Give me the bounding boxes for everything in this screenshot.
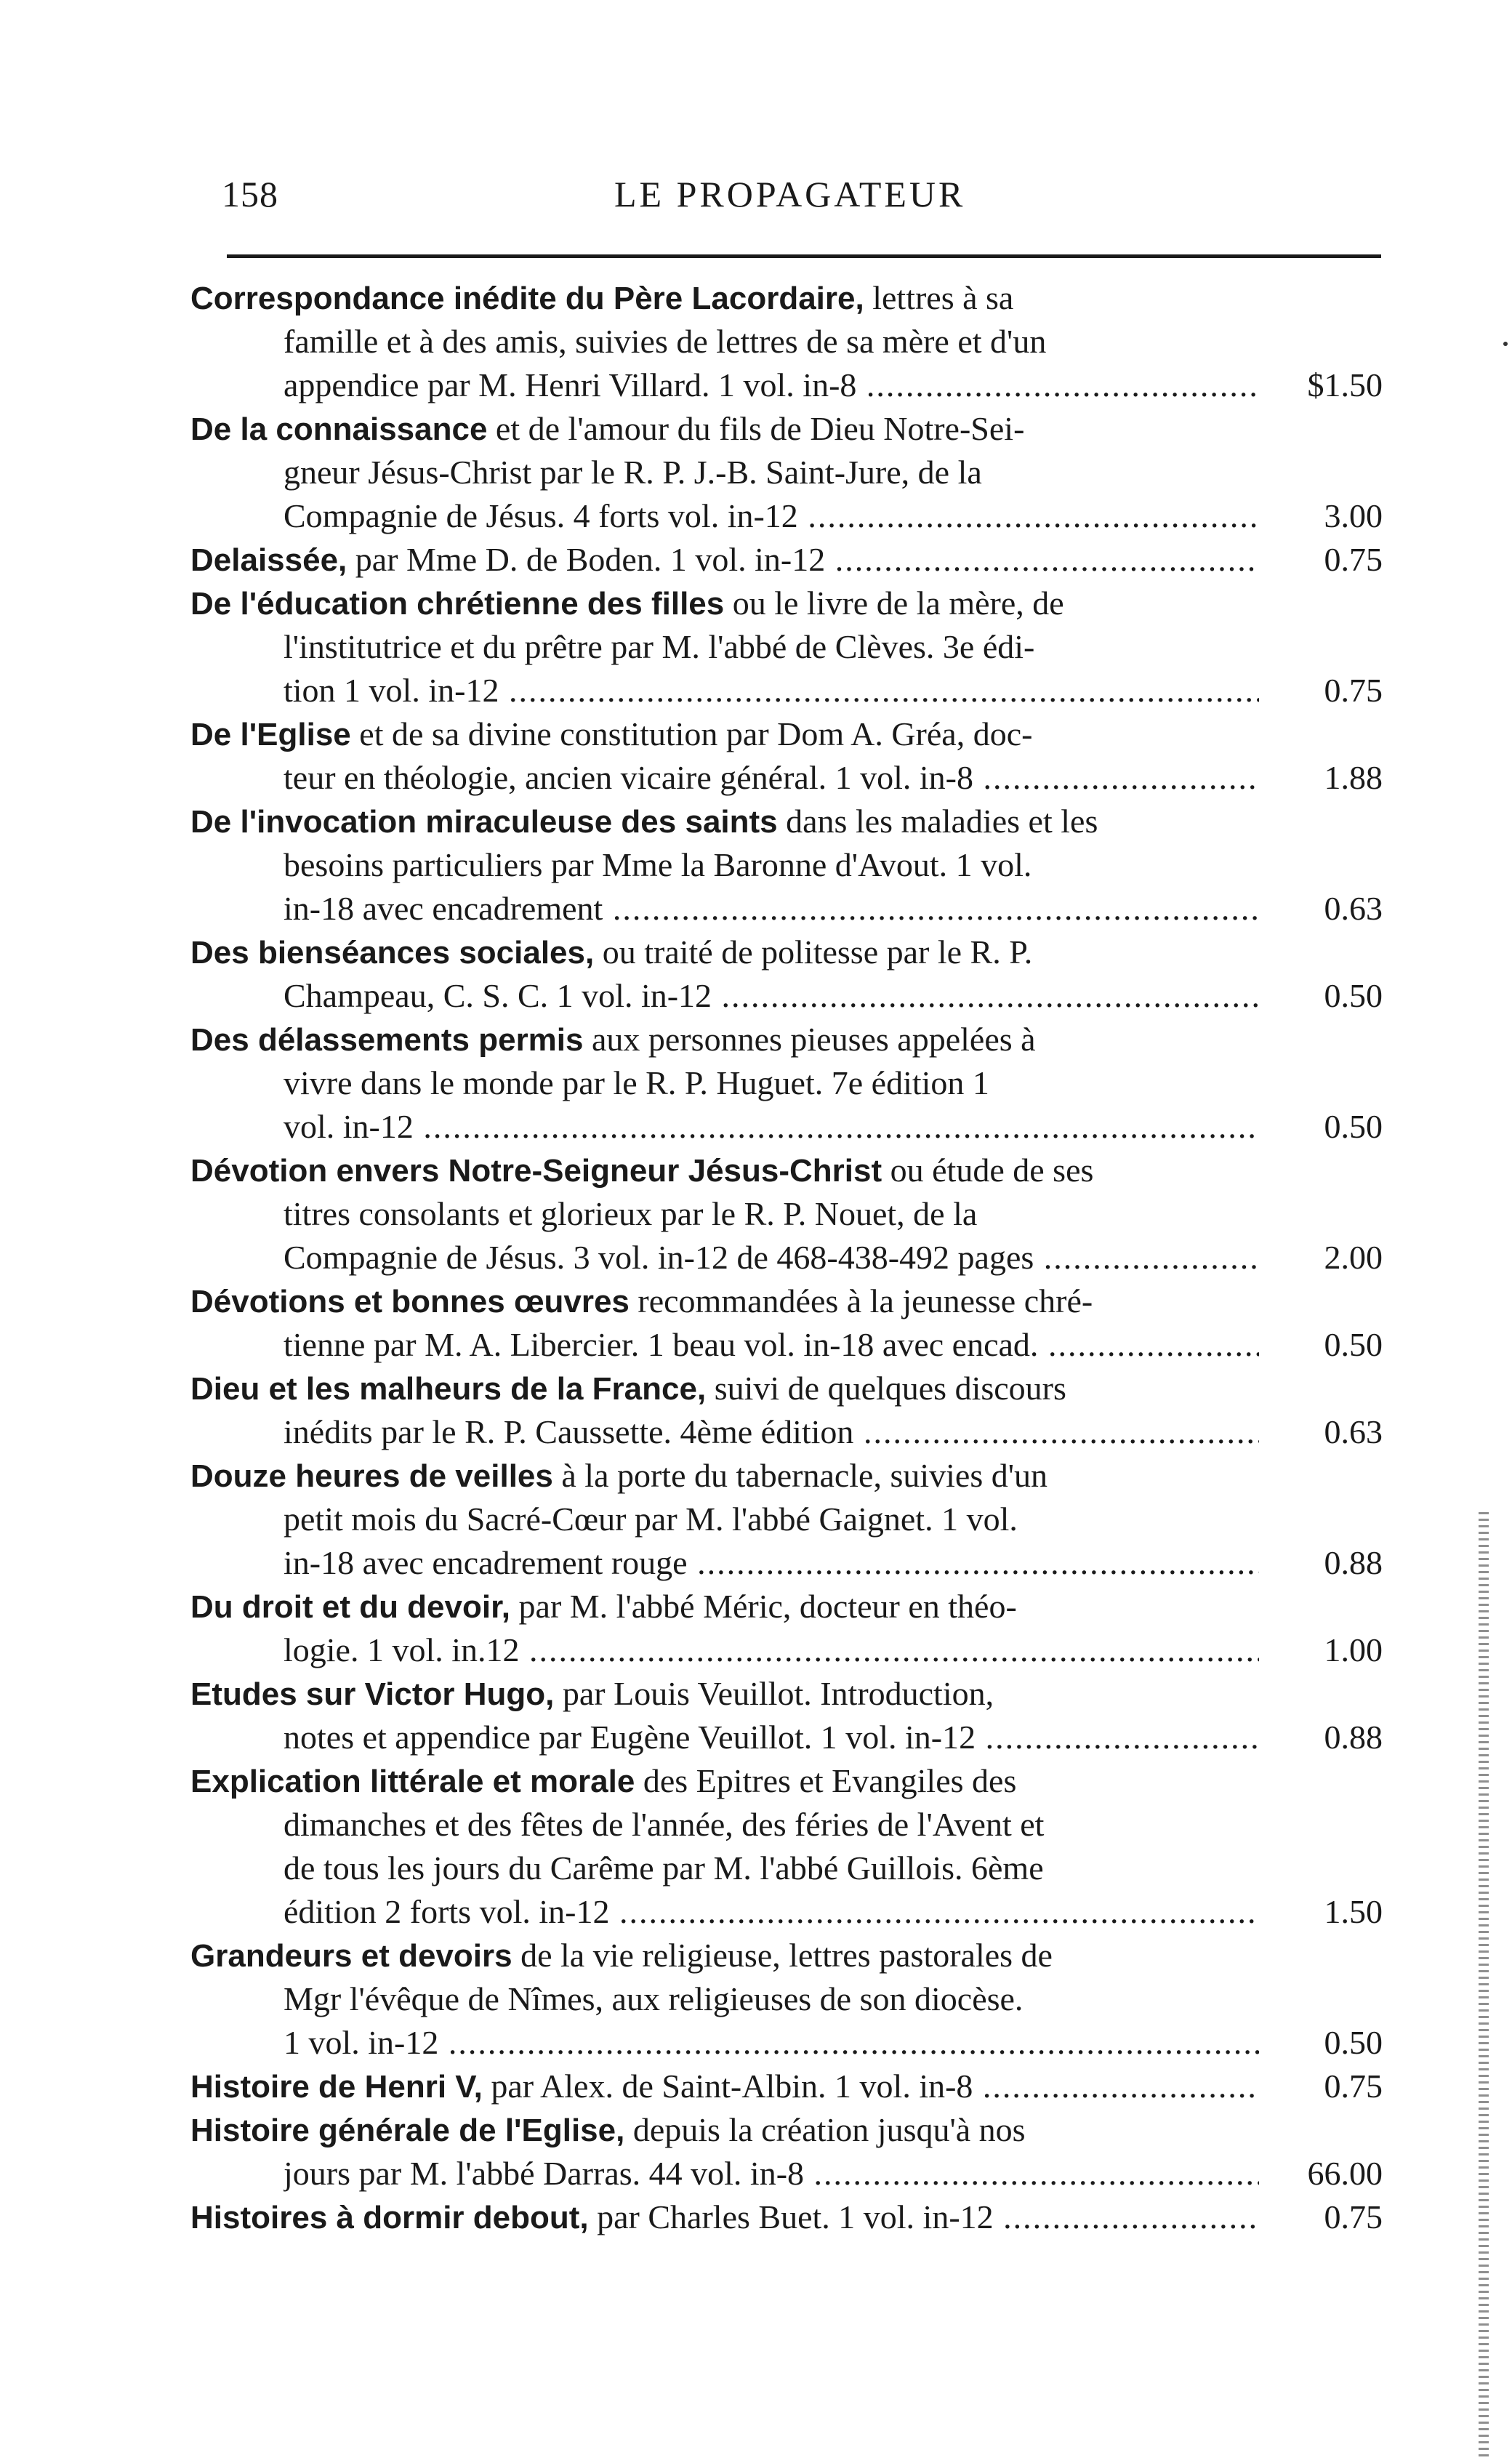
page-header <box>222 173 1385 224</box>
entry-line <box>190 1410 1383 1454</box>
entry-price: 0.50 <box>1324 2024 1383 2061</box>
entry-title: Delaissée, <box>190 542 347 578</box>
catalog-entry <box>190 1018 1383 1149</box>
entry-text: et de sa divine constitution par Dom A. Gréa, doc- <box>350 715 1033 752</box>
entry-leader <box>190 2195 1259 2240</box>
entry-title: Explication littérale et morale <box>190 1764 635 1799</box>
catalog-entries <box>190 276 1383 2239</box>
entry-leader <box>190 2065 1259 2109</box>
entry-line <box>190 1236 1383 1279</box>
entry-title: Histoires à dormir debout, <box>190 2200 589 2235</box>
entry-text: tienne par M. A. Libercier. 1 beau vol. in-18 avec encad. ..... <box>284 1326 1259 1363</box>
entry-line <box>190 407 1383 451</box>
entry-line <box>190 1759 1383 1803</box>
entry-text: recommandées à la jeunesse chré- <box>629 1282 1093 1319</box>
entry-line <box>190 1585 1383 1628</box>
entry-text: de la vie religieuse, lettres pastorales de <box>512 1937 1053 1974</box>
entry-title: Du droit et du devoir, <box>190 1589 511 1625</box>
entry-leader <box>284 1105 1259 1149</box>
entry-leader <box>284 756 1259 800</box>
entry-leader <box>284 2021 1259 2065</box>
entry-title: Dévotions et bonnes œuvres <box>190 1284 630 1319</box>
entry-line <box>190 1192 1383 1236</box>
entry-text: 1 vol. in-12 ..... <box>284 2024 1259 2061</box>
entry-text: aux personnes pieuses appelées à <box>583 1021 1036 1058</box>
entry-line <box>190 1803 1383 1847</box>
catalog-entry <box>190 800 1383 931</box>
entry-text: dimanches et des fêtes de l'année, des féries de l'Avent et <box>284 1806 1045 1843</box>
entry-text: lettres à sa <box>864 279 1014 316</box>
entry-title: De la connaissance <box>190 411 488 447</box>
catalog-entry <box>190 1759 1383 1934</box>
catalog-entry <box>190 2065 1383 2108</box>
entry-leader <box>284 1236 1259 1279</box>
entry-title: Douze heures de veilles <box>190 1458 553 1494</box>
entry-text: ou traité de politesse par le R. P. <box>594 933 1033 971</box>
entry-line <box>190 1279 1383 1323</box>
entry-line <box>190 1934 1383 1977</box>
catalog-entry <box>190 407 1383 538</box>
entry-text: Compagnie de Jésus. 3 vol. in-12 de 468-438-492 pages ..... <box>284 1239 1259 1276</box>
entry-price: 2.00 <box>1324 1239 1383 1276</box>
entry-price: 0.50 <box>1324 1326 1383 1363</box>
entry-line <box>190 931 1383 974</box>
entry-leader <box>284 669 1259 712</box>
entry-title: Dévotion envers Notre-Seigneur Jésus-Christ <box>190 1153 882 1189</box>
entry-line <box>190 800 1383 843</box>
entry-line <box>190 494 1383 538</box>
entry-line <box>190 1672 1383 1716</box>
page-edge-marks <box>1479 1512 1489 2457</box>
entry-text: l'institutrice et du prêtre par M. l'abbé de Clèves. 3e édi- <box>284 628 1035 665</box>
entry-text: notes et appendice par Eugène Veuillot. 1 vol. in-12 ..... <box>284 1719 1259 1756</box>
entry-price: 66.00 <box>1307 2155 1383 2192</box>
entry-price: 0.75 <box>1324 2068 1383 2105</box>
entry-text: des Epitres et Evangiles des <box>635 1762 1017 1799</box>
catalog-entry <box>190 1585 1383 1672</box>
entry-price: 0.75 <box>1324 672 1383 709</box>
entry-text: besoins particuliers par Mme la Baronne d'Avout. 1 vol. <box>284 846 1032 883</box>
entry-price: 0.63 <box>1324 1413 1383 1450</box>
entry-line <box>190 669 1383 712</box>
catalog-entry <box>190 1454 1383 1585</box>
entry-text: titres consolants et glorieux par le R. P. Nouet, de la <box>284 1195 978 1232</box>
entry-leader <box>284 1716 1259 1759</box>
catalog-entry <box>190 1934 1383 2065</box>
entry-text: tion 1 vol. in-12 ..... <box>284 672 1259 709</box>
entry-line <box>190 1890 1383 1934</box>
running-title: LE PROPAGATEUR <box>614 174 966 214</box>
entry-leader <box>284 2152 1259 2195</box>
catalog-entry <box>190 1279 1383 1367</box>
entry-text: par M. l'abbé Méric, docteur en théo- <box>510 1588 1017 1625</box>
entry-text: in-18 avec encadrement rouge ..... <box>284 1544 1259 1581</box>
entry-title: De l'Eglise <box>190 717 351 752</box>
entry-line <box>190 451 1383 494</box>
catalog-entry <box>190 582 1383 712</box>
catalog-entry <box>190 712 1383 800</box>
entry-text: gneur Jésus-Christ par le R. P. J.-B. Saint-Jure, de la <box>284 454 982 491</box>
entry-line <box>190 1149 1383 1192</box>
entry-price: 0.50 <box>1324 1108 1383 1145</box>
entry-title: Des bienséances sociales, <box>190 935 595 971</box>
catalog-entry <box>190 1149 1383 1279</box>
entry-text: ou le livre de la mère, de <box>724 584 1064 622</box>
entry-title: Correspondance inédite du Père Lacordaire, <box>190 281 864 316</box>
entry-title: Etudes sur Victor Hugo, <box>190 1676 555 1712</box>
entry-text: de tous les jours du Carême par M. l'abbé Guillois. 6ème <box>284 1849 1044 1887</box>
entry-line <box>190 843 1383 887</box>
entry-price: 3.00 <box>1324 497 1383 534</box>
entry-text: depuis la création jusqu'à nos <box>624 2111 1026 2148</box>
entry-line <box>190 538 1383 582</box>
entry-text: famille et à des amis, suivies de lettres de sa mère et d'un <box>284 323 1047 360</box>
entry-line <box>190 2195 1383 2239</box>
entry-text: inédits par le R. P. Caussette. 4ème édition ..... <box>284 1413 1259 1450</box>
entry-line <box>190 1061 1383 1105</box>
entry-text: vivre dans le monde par le R. P. Huguet. 7e édition 1 <box>284 1064 989 1101</box>
catalog-entry <box>190 2195 1383 2239</box>
entry-title: Histoire de Henri V, <box>190 2069 483 2105</box>
entry-text: in-18 avec encadrement ..... <box>284 890 1259 927</box>
entry-title: Des délassements permis <box>190 1022 584 1058</box>
entry-text: par Louis Veuillot. Introduction, <box>554 1675 994 1712</box>
entry-line <box>190 756 1383 800</box>
entry-leader <box>284 494 1259 538</box>
entry-line <box>190 1323 1383 1367</box>
entry-price: 0.50 <box>1324 977 1383 1014</box>
entry-line <box>190 1498 1383 1541</box>
entry-text: par Charles Buet. 1 vol. in-12 ..... <box>589 2198 1259 2235</box>
entry-line <box>190 712 1383 756</box>
entry-leader <box>284 974 1259 1018</box>
entry-text: appendice par M. Henri Villard. 1 vol. in-8 ..... <box>284 366 1259 403</box>
entry-text: teur en théologie, ancien vicaire général. 1 vol. in-8 ..... <box>284 759 1259 796</box>
entry-line <box>190 276 1383 320</box>
entry-line <box>190 1847 1383 1890</box>
entry-text: par Mme D. de Boden. 1 vol. in-12 ..... <box>347 541 1259 578</box>
entry-price: 0.88 <box>1324 1544 1383 1581</box>
entry-price: 0.88 <box>1324 1719 1383 1756</box>
entry-line <box>190 2108 1383 2152</box>
entry-text: Mgr l'évêque de Nîmes, aux religieuses de son diocèse. <box>284 1980 1024 2017</box>
entry-line <box>190 887 1383 931</box>
entry-leader <box>284 1628 1259 1672</box>
entry-line <box>190 1367 1383 1410</box>
entry-price: 1.00 <box>1324 1631 1383 1668</box>
entry-text: logie. 1 vol. in.12 ..... <box>284 1631 1259 1668</box>
entry-price: 1.88 <box>1324 759 1383 796</box>
entry-leader <box>284 1890 1259 1934</box>
catalog-entry <box>190 931 1383 1018</box>
entry-leader <box>284 363 1259 407</box>
entry-line <box>190 582 1383 625</box>
entry-title: De l'invocation miraculeuse des saints <box>190 804 778 840</box>
entry-price: $1.50 <box>1307 366 1383 403</box>
entry-line <box>190 1105 1383 1149</box>
entry-text: édition 2 forts vol. in-12 ..... <box>284 1893 1259 1930</box>
entry-text: Champeau, C. S. C. 1 vol. in-12 ..... <box>284 977 1259 1014</box>
entry-price: 0.75 <box>1324 2198 1383 2235</box>
catalog-entry <box>190 276 1383 407</box>
entry-text: Compagnie de Jésus. 4 forts vol. in-12 ..... <box>284 497 1259 534</box>
entry-text: suivi de quelques discours <box>706 1370 1066 1407</box>
entry-text: vol. in-12 ..... <box>284 1108 1259 1145</box>
entry-text: petit mois du Sacré-Cœur par M. l'abbé Gaignet. 1 vol. <box>284 1500 1018 1538</box>
entry-line <box>190 1716 1383 1759</box>
entry-leader <box>284 1541 1259 1585</box>
entry-leader <box>284 887 1259 931</box>
header-rule <box>227 254 1381 258</box>
entry-price: 0.63 <box>1324 890 1383 927</box>
catalog-entry <box>190 1672 1383 1759</box>
entry-text: à la porte du tabernacle, suivies d'un <box>552 1457 1048 1494</box>
entry-line <box>190 1541 1383 1585</box>
entry-text: par Alex. de Saint-Albin. 1 vol. in-8 ..... <box>483 2068 1259 2105</box>
entry-text: jours par M. l'abbé Darras. 44 vol. in-8 ..... <box>284 2155 1259 2192</box>
entry-text: et de l'amour du fils de Dieu Notre-Sei- <box>487 410 1025 447</box>
entry-price: 1.50 <box>1324 1893 1383 1930</box>
page-number: 158 <box>222 174 278 214</box>
entry-line <box>190 320 1383 363</box>
entry-title: De l'éducation chrétienne des filles <box>190 586 725 622</box>
entry-line <box>190 1454 1383 1498</box>
entry-price: 0.75 <box>1324 541 1383 578</box>
entry-line <box>190 1977 1383 2021</box>
entry-line <box>190 2021 1383 2065</box>
margin-speck <box>1503 342 1508 346</box>
catalog-entry <box>190 2108 1383 2195</box>
entry-leader <box>190 538 1259 582</box>
entry-line <box>190 974 1383 1018</box>
entry-line <box>190 2152 1383 2195</box>
entry-text: ou étude de ses <box>882 1152 1094 1189</box>
entry-line <box>190 363 1383 407</box>
entry-text: dans les maladies et les <box>777 803 1098 840</box>
entry-line <box>190 625 1383 669</box>
entry-line <box>190 1018 1383 1061</box>
entry-leader <box>284 1323 1259 1367</box>
entry-leader <box>284 1410 1259 1454</box>
entry-title: Histoire générale de l'Eglise, <box>190 2113 625 2148</box>
entry-title: Dieu et les malheurs de la France, <box>190 1371 707 1407</box>
entry-line <box>190 1628 1383 1672</box>
catalog-entry <box>190 538 1383 582</box>
entry-line <box>190 2065 1383 2108</box>
catalog-entry <box>190 1367 1383 1454</box>
entry-title: Grandeurs et devoirs <box>190 1938 512 1974</box>
